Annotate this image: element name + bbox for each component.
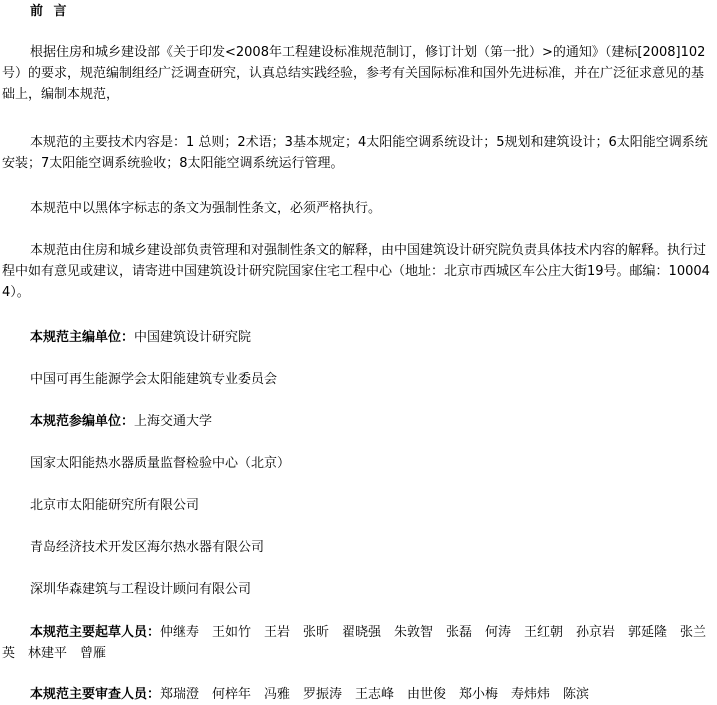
paragraph-basis: 根据住房和城乡建设部《关于印发<2008年工程建设标准规范制订，修订计划（第一批）>的通知》（建标[2008]102号）的要求，规范编制组经广泛调查研究，认真总结实践经验，参考有关国际标准和国外先进标准，并在广泛征求意见的基础上，编制本规范， bbox=[2, 45, 706, 102]
page-title: 前 言 bbox=[30, 4, 70, 19]
co-editor-line bbox=[30, 411, 212, 432]
drafters-label: 本规范主要起草人员： bbox=[30, 625, 161, 640]
chief-editor-unit: 中国建筑设计研究院 bbox=[134, 330, 252, 345]
chief-editor-unit-2: 中国可再生能源学会太阳能建筑专业委员会 bbox=[30, 372, 278, 387]
reviewers-paragraph bbox=[2, 684, 713, 705]
co-editor-unit-4: 青岛经济技术开发区海尔热水器有限公司 bbox=[30, 540, 265, 555]
reviewers-names: 郑瑞澄 何梓年 冯雅 罗振涛 王志峰 由世俊 郑小梅 寿炜炜 陈滨 bbox=[160, 687, 590, 702]
drafters-names: 仲继寿 王如竹 王岩 张昕 翟晓强 朱敦智 张磊 何涛 王红朝 孙京岩 郭延隆 张兰英 林建平 曾雁 bbox=[2, 625, 707, 661]
paragraph-mandatory: 本规范中以黑体字标志的条文为强制性条文，必须严格执行。 bbox=[30, 201, 382, 216]
drafters-paragraph bbox=[2, 622, 713, 664]
co-editor-unit-3: 北京市太阳能研究所有限公司 bbox=[30, 498, 200, 513]
co-editor-unit-5: 深圳华森建筑与工程设计顾问有限公司 bbox=[30, 582, 252, 597]
co-editor-label: 本规范参编单位： bbox=[30, 414, 135, 429]
chief-editor-line bbox=[30, 327, 251, 348]
reviewers-label: 本规范主要审查人员： bbox=[30, 687, 161, 702]
chief-editor-label: 本规范主编单位： bbox=[30, 330, 135, 345]
paragraph-management: 本规范由住房和城乡建设部负责管理和对强制性条文的解释，由中国建筑设计研究院负责具体技术内容的解释。执行过程中如有意见或建议，请寄进中国建筑设计研究院国家住宅工程中心（地址：北京市西城区车公庄大街19号。邮编：100044）。 bbox=[2, 243, 710, 300]
co-editor-unit-2: 国家太阳能热水器质量监督检验中心（北京） bbox=[30, 456, 291, 471]
co-editor-unit: 上海交通大学 bbox=[134, 414, 213, 429]
paragraph-contents: 本规范的主要技术内容是：1 总则；2术语；3基本规定；4太阳能空调系统设计；5规划和建筑设计；6太阳能空调系统安装；7太阳能空调系统验收；8太阳能空调系统运行管理。 bbox=[2, 135, 708, 171]
